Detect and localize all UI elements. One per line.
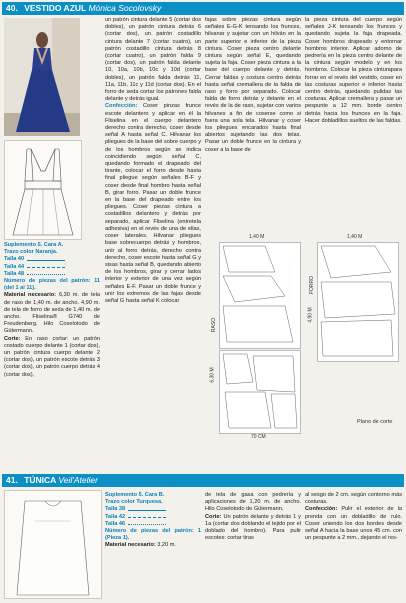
assembly-text-continued: la pieza cintura del cuerpo según señales J-K tensando los frunces y quedando sujeta la faja drapeada. Coser hombros drapeado y entornar hombros interior. Aplicar adorno de pedrería en la pieza centro delante de la cintura según modelo y en los hombros. Colocar la pieza cinturapara forrar en el revés del vestido, coser en las costuras superior e inferior hasta centro detrás, quedando pulidas las costuras. Aplicar cremallera y pasar un pespunte a 12 mm. borde centro detrás hacia los frunces en la faja. Hacer dobladillos sueltos de las faldas. — [305, 17, 402, 124]
solid-line — [128, 510, 166, 511]
section-40-column-2 — [105, 17, 201, 305]
forro-layout — [317, 242, 399, 362]
dress-sketch-drawing — [5, 141, 81, 239]
material-text: 3,20 m. — [157, 542, 176, 549]
raso-layout — [219, 242, 301, 349]
material-label: Material necesario: — [105, 542, 156, 549]
tunic-sketch — [4, 490, 102, 599]
forro-width-label-top: 1,40 M — [347, 234, 363, 240]
corte-paragraph — [4, 336, 100, 379]
assembly-text: fajas sobre piezas cintura según señales E-G-K tensando los frunces, hilvanar y sujetar con un hilván en la parte superior e inferior de la pieza cintura. Coser pieza centro delante cintura según señal E, quedando sujeta la faja. Coser pieza cintura a la base del cuerpo delante y detrás. Cerrar faldas y costura centro detrás hasta señal cremallera de la falda de raso y forro por separado. Colocar falda de forro detrás y delante en el revés de la de raso, sujetar con varios hilvanes a fin de coserse como si fuera una sola tela. Hilvanar y coser los pliegues encarados hasta final abiertos sujetando las dos telas. Pasar un doble frunce en la cintura y coser a la base de — [205, 17, 301, 153]
section-title: TÚNICA — [24, 475, 56, 485]
confeccion-paragraph — [105, 103, 201, 305]
solid-line — [27, 260, 65, 261]
section-number: 40. — [6, 3, 18, 13]
confeccion-text: Pulir el exterior de la prenda con un dobladillo de rulo. Coser uniendo los dos bordes desde señal A hacia la base unos 45 cm. con un pespunte a 2 mm., dejando el res- — [305, 506, 402, 542]
section-author: Veil'Atelier — [58, 475, 98, 485]
bias-text: al sesgo de 2 cm. según contorno más costuras. — [305, 492, 402, 506]
cutting-text-continued: un patrón cintura delante 5 (cortar dos dobles), un patrón cintura detrás 6 (cortar dos), un patrón costadillo cintura delante 7 (cortar cuatro), un patrón costadillo cintura detrás 8 (cortar cuatro), un patrón falda 9 (cortar dos), un patrón falda delante 10, 10a, 10b, 10c y 10d (cortar dobles), un patrón falda detrás 11, 11a, 11b, 11c y 11d (cortar dos). En el forro de seda cortar los patrones falda delante y detrás igual. — [105, 17, 201, 103]
raso-length-label: 6,30 M — [209, 367, 216, 383]
raso-width-label: 1,40 M — [249, 234, 265, 240]
material-paragraph — [105, 542, 201, 549]
dress-photo-illustration — [4, 18, 80, 136]
confeccion-paragraph — [305, 506, 402, 542]
confeccion-label: Confección: — [105, 103, 138, 110]
talla-label: Talla 42 — [105, 513, 126, 520]
supplement-label: Suplemento 5. Cara A. — [4, 242, 64, 248]
confeccion-text: Coser pinzas frunce escote delantero y aplicar en él la Fliselina en el cuerpo delantero derecho contra derecho, coser desde señal A hasta señal C. Hilvanar los pliegues de la base del sobre cuerpo y de los hombros según se indica coincidiendo según señal C, quedando formado el drapeado del tirante, colocar el forro desde hasta final pliegue según señales B-F y coser desde final hombro hasta señal B, girar forro. Pasar un doble frunce en la base del drapeado entre los pliegues. Coser piezas cintura a costadillos delantero y detrás por separado, aplicar Fliselina (entretela adhesiva) en el revés de una de ellas, coser laterales. Hilvanar pliegues base sobrecuerpo detrás y hombros, unir al forro detrás, derecho contra derecho, coser escote hasta señal G y sisas hasta señal B, quedando abierto de los hombros, girar y cerrar lados interior y exterior de una vez según señales E-F. Pasar un doble frunce y unir los extremos de las fajas desde señal G hasta señal K colocar — [105, 103, 202, 304]
section-author: Mónica Socolovsky — [88, 3, 162, 13]
material-continued: de tela de gasa con pedrería y aplicaciones de 1,20 m. de ancho. Hilo Coselotodo de Gütermann. — [205, 492, 301, 513]
talla-label: Talla 46 — [105, 520, 126, 527]
dashed-line — [128, 517, 166, 518]
forro-label: FORRO — [309, 275, 316, 295]
corte-label: Corte: — [4, 335, 21, 342]
legend-talla-42 — [105, 514, 201, 521]
legend-talla-44 — [4, 264, 100, 271]
corte-paragraph — [205, 514, 301, 543]
trazo-label: Trazo color Naranja. — [4, 249, 58, 256]
talla-label: Talla 40 — [4, 256, 25, 263]
tunic-sketch-drawing — [5, 491, 101, 598]
section-number: 41. — [6, 475, 18, 485]
material-paragraph — [4, 292, 100, 335]
talla-label: Talla 48 — [4, 270, 25, 277]
dotted-line — [27, 274, 65, 275]
section-40-column-3 — [205, 17, 301, 154]
talla-label: Talla 38 — [105, 506, 126, 513]
section-40-header — [2, 2, 404, 15]
pieces-count: Número de piezas del patrón: 11 (del 1 al 11). — [4, 278, 100, 292]
legend-talla-40 — [4, 256, 100, 263]
section-40-legend — [4, 242, 100, 379]
dress-photo — [4, 18, 80, 136]
pieces-count: Número de piezas del patrón: 1 (Pieza 1). — [105, 528, 201, 542]
dress-sketch — [4, 140, 82, 240]
section-41-column-4 — [305, 492, 402, 542]
talla-label: Talla 44 — [4, 263, 25, 270]
supplement-label: Suplemento 5. Cara B. — [105, 492, 165, 498]
corte-text: En raso cortar: un patrón costado cuerpo delante 1 (cortar dos), un patrón cintura cuerpo delante 2 (cortar dos), un patrón escote detrás 3 (cortar dos), un patrón cuerpo detrás 4 (cortar dos), — [4, 335, 100, 378]
dotted-line — [128, 524, 166, 525]
confeccion-label: Confección: — [305, 506, 338, 513]
cutting-plan — [205, 232, 403, 472]
forro-length-label: 4,90 M — [307, 307, 314, 323]
material-text: 6,30 m. de tela de raso de 1,40 m. de ancho. 4,90 m. de tela de forro de seda de 1,40 m. de ancho. Fliselina® G740 de Freudenberg. Hilo Coselotodo de Gütermann. — [4, 292, 100, 335]
legend-talla-46 — [105, 521, 201, 528]
corte-label: Corte: — [205, 513, 222, 520]
material-label: Material necesario: — [4, 292, 57, 299]
corte-text: Un patrón delante y detrás 1 y 1a (cortar dos doblando el tejido por el doblado del hombro). Para pulir escotes: cortar tiras — [205, 513, 301, 542]
section-41-legend — [105, 492, 201, 550]
section-40-column-4 — [305, 17, 402, 125]
section-41-header — [2, 474, 404, 487]
legend-talla-48 — [4, 271, 100, 278]
section-41-column-3 — [205, 492, 301, 542]
cutting-plan-caption: Plano de corte — [357, 419, 393, 425]
raso-layout-lower — [219, 350, 301, 434]
raso-70cm-label: 70 CM — [251, 434, 266, 440]
raso-label: RASO — [211, 317, 218, 333]
section-title: VESTIDO AZUL — [24, 3, 87, 13]
trazo-label: Trazo color Turquesa. — [105, 499, 163, 506]
legend-talla-38 — [105, 506, 201, 513]
dashed-line — [27, 267, 65, 268]
